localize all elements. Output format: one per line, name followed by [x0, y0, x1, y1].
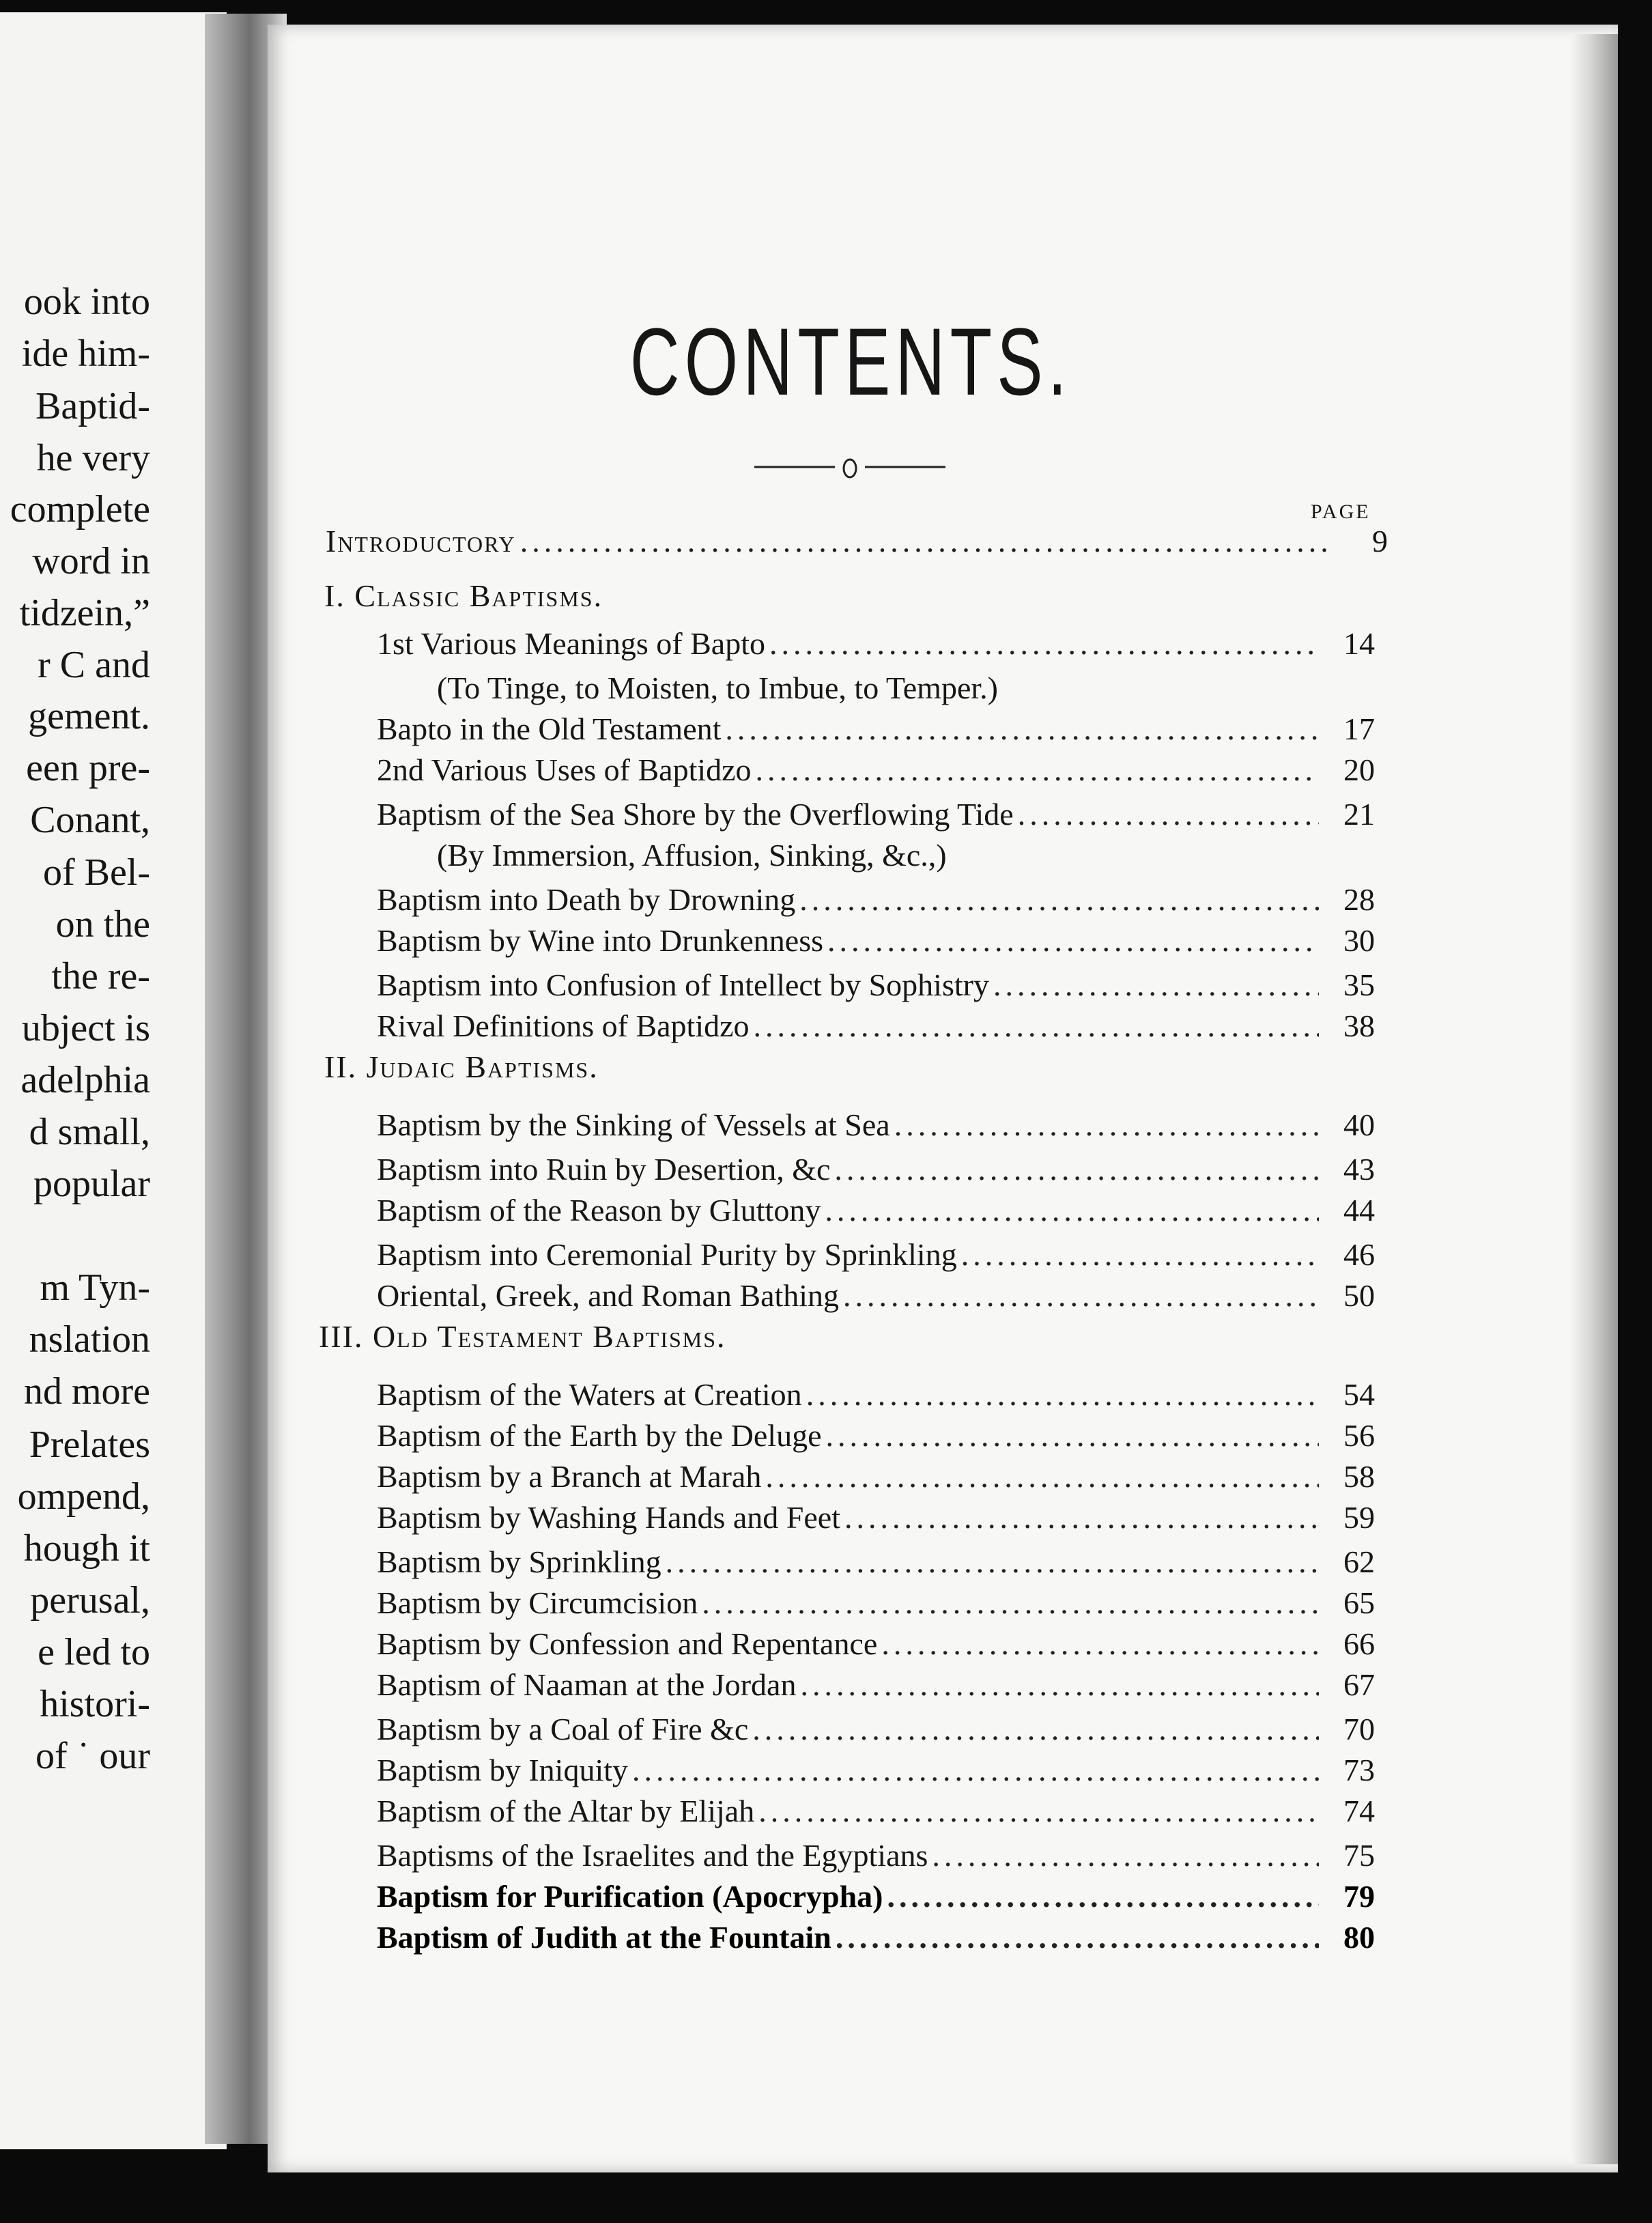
- toc-entry-page: 54: [1343, 1377, 1375, 1412]
- dot-leader: [756, 754, 1319, 786]
- toc-entry-page: 66: [1343, 1626, 1375, 1661]
- toc-entry: [377, 1239, 1375, 1271]
- toc-entry-note: (To Tinge, to Moisten, to Imbue, to Temper.): [437, 670, 998, 705]
- toc-entry-page: 40: [1343, 1107, 1375, 1142]
- previous-page-line: of Bel-: [42, 851, 150, 894]
- previous-page-line: e led to: [38, 1631, 150, 1673]
- toc-entry-title: Baptism of the Sea Shore by the Overflowing Tide: [377, 797, 1014, 832]
- toc-entry-page: 73: [1343, 1753, 1375, 1787]
- dot-leader: [881, 1628, 1319, 1660]
- toc-entry: [377, 1922, 1375, 1953]
- dot-leader: [834, 1154, 1319, 1185]
- dot-leader: [826, 1420, 1319, 1452]
- previous-page-line: een pre-: [26, 747, 150, 789]
- toc-entry: [377, 1280, 1375, 1312]
- toc-entry: [377, 1420, 1375, 1452]
- dot-leader: [800, 1669, 1319, 1701]
- toc-entry-title: Baptism into Death by Drowning: [377, 882, 796, 917]
- toc-entry: [377, 1154, 1375, 1185]
- page-column-label: PAGE: [1311, 500, 1371, 523]
- dot-leader: [702, 1587, 1319, 1619]
- dot-leader: [993, 969, 1319, 1001]
- toc-entry-page: 46: [1343, 1237, 1375, 1272]
- toc-entry-page: 14: [1343, 626, 1375, 661]
- toc-entry-introductory: [326, 526, 1388, 557]
- toc-entry-title: Baptism of Judith at the Fountain: [377, 1920, 831, 1955]
- toc-entry-title: Baptism by a Coal of Fire &c: [377, 1712, 749, 1746]
- toc-entry: [377, 1881, 1375, 1912]
- section-heading: III. Old Testament Baptisms.: [319, 1319, 726, 1354]
- toc-entry: [377, 754, 1375, 786]
- toc-entry-title: Baptism by Confession and Repentance: [377, 1626, 878, 1661]
- previous-page-fragment: [0, 12, 227, 2149]
- previous-page-line: tidzein,”: [19, 592, 150, 634]
- toc-entry: [377, 1755, 1375, 1786]
- toc-entry: [377, 713, 1375, 745]
- previous-page-line: hough it: [23, 1527, 150, 1570]
- previous-page-line: popular: [33, 1163, 150, 1205]
- dot-leader: [825, 1195, 1319, 1226]
- section-heading: I. Classic Baptisms.: [324, 578, 603, 613]
- toc-entry: [377, 1796, 1375, 1827]
- toc-entry: [377, 799, 1375, 830]
- previous-page-line: m Tyn-: [40, 1266, 150, 1309]
- dot-leader: [520, 526, 1332, 557]
- previous-page-line: adelphia: [20, 1059, 150, 1101]
- previous-page-line: r C and: [38, 644, 150, 686]
- toc-entry: [377, 1109, 1375, 1141]
- toc-entry-page: 50: [1343, 1278, 1375, 1313]
- dot-leader: [1018, 799, 1319, 830]
- toc-entry: [377, 884, 1375, 916]
- previous-page-line: Prelates: [29, 1424, 150, 1466]
- toc-entry: [377, 1587, 1375, 1619]
- toc-entry-title: Baptisms of the Israelites and the Egyptians: [377, 1838, 928, 1873]
- toc-entry-title: Baptism of Naaman at the Jordan: [377, 1667, 797, 1702]
- toc-entry: [377, 1461, 1375, 1492]
- toc-entry-page: 44: [1343, 1193, 1375, 1228]
- page-title: CONTENTS.: [629, 308, 1072, 415]
- toc-entry-title: Rival Definitions of Baptidzo: [377, 1008, 750, 1043]
- previous-page-line: ook into: [23, 281, 150, 323]
- toc-entry-page: 80: [1343, 1920, 1375, 1955]
- toc-entry-page: 67: [1343, 1667, 1375, 1702]
- toc-entry-page: 58: [1343, 1459, 1375, 1494]
- previous-page-line: ubject is: [21, 1007, 150, 1049]
- previous-page-line: Baptid-: [35, 385, 150, 427]
- toc-entry-page: 56: [1343, 1418, 1375, 1453]
- toc-entry: [377, 1714, 1375, 1745]
- toc-entry-page: 62: [1343, 1544, 1375, 1579]
- toc-entry: [377, 1628, 1375, 1660]
- previous-page-line: nd more: [23, 1370, 150, 1413]
- toc-entry-title: Introductory: [326, 524, 516, 558]
- dot-leader: [932, 1840, 1319, 1871]
- toc-entry: [377, 1546, 1375, 1578]
- toc-entry-page: 9: [1372, 524, 1388, 558]
- toc-entry-page: 59: [1343, 1500, 1375, 1535]
- toc-entry-page: 75: [1343, 1838, 1375, 1873]
- toc-entry-title: Baptism of the Altar by Elijah: [377, 1794, 755, 1828]
- toc-entry-title: Baptism into Confusion of Intellect by Sophistry: [377, 967, 989, 1002]
- toc-entry-page: 43: [1343, 1152, 1375, 1187]
- toc-entry-title: Baptism into Ceremonial Purity by Sprinkling: [377, 1237, 957, 1272]
- toc-entry-page: 21: [1343, 797, 1375, 832]
- toc-entry-page: 20: [1343, 752, 1375, 787]
- dot-leader: [836, 1922, 1319, 1953]
- toc-entry: [377, 1840, 1375, 1871]
- dot-leader: [827, 925, 1319, 957]
- previous-page-line: Conant,: [30, 799, 150, 841]
- dot-leader: [666, 1546, 1319, 1578]
- toc-entry-page: 79: [1343, 1879, 1375, 1914]
- toc-entry-title: Oriental, Greek, and Roman Bathing: [377, 1278, 840, 1313]
- previous-page-line: ompend,: [17, 1475, 150, 1518]
- toc-entry-page: 17: [1343, 711, 1375, 746]
- toc-entry-title: 2nd Various Uses of Baptidzo: [377, 752, 752, 787]
- dot-leader: [806, 1379, 1319, 1411]
- toc-entry-title: Baptism by Iniquity: [377, 1753, 628, 1787]
- dot-leader: [799, 884, 1319, 916]
- previous-page-line: the re-: [51, 955, 150, 997]
- toc-entry-title: Baptism by Circumcision: [377, 1585, 698, 1620]
- toc-entry-page: 65: [1343, 1585, 1375, 1620]
- toc-entry-title: Baptism for Purification (Apocrypha): [377, 1879, 883, 1914]
- toc-entry-page: 28: [1343, 882, 1375, 917]
- toc-entry-title: Baptism by Washing Hands and Feet: [377, 1500, 840, 1535]
- toc-entry: [377, 628, 1375, 660]
- toc-entry-note: (By Immersion, Affusion, Sinking, &c.,): [437, 838, 947, 873]
- toc-entry-title: Baptism by a Branch at Marah: [377, 1459, 762, 1494]
- toc-entry-title: Baptism of the Reason by Gluttony: [377, 1193, 821, 1228]
- previous-page-line: perusal,: [30, 1579, 150, 1622]
- toc-entry: [377, 1502, 1375, 1533]
- toc-entry: [377, 1195, 1375, 1226]
- dot-leader: [632, 1755, 1319, 1786]
- previous-page-line: of ˙ our: [35, 1735, 150, 1777]
- dot-leader: [844, 1502, 1319, 1533]
- toc-entry: [377, 1010, 1375, 1042]
- toc-entry-title: Baptism by the Sinking of Vessels at Sea: [377, 1107, 890, 1142]
- previous-page-line: complete: [10, 488, 150, 530]
- dot-leader: [758, 1796, 1319, 1827]
- previous-page-line: gement.: [28, 695, 150, 737]
- dot-leader: [843, 1280, 1319, 1312]
- previous-page-line: he very: [36, 437, 150, 479]
- previous-page-line: histori-: [40, 1683, 150, 1725]
- dot-leader: [725, 713, 1319, 745]
- dot-leader: [961, 1239, 1319, 1271]
- previous-page-line: on the: [55, 903, 150, 946]
- toc-entry-page: 38: [1343, 1008, 1375, 1043]
- toc-entry-title: Baptism by Sprinkling: [377, 1544, 661, 1579]
- dot-leader: [887, 1881, 1319, 1912]
- section-heading: II. Judaic Baptisms.: [324, 1049, 599, 1084]
- toc-entry: [377, 1379, 1375, 1411]
- page-edge-shadow: [1570, 34, 1618, 2164]
- dot-leader: [754, 1010, 1319, 1042]
- toc-entry-page: 35: [1343, 967, 1375, 1002]
- toc-entry-page: 70: [1343, 1712, 1375, 1746]
- dot-leader: [752, 1714, 1319, 1745]
- previous-page-line: ide him-: [21, 332, 150, 375]
- toc-entry-title: 1st Various Meanings of Bapto: [377, 626, 766, 661]
- toc-entry-title: Baptism by Wine into Drunkenness: [377, 923, 824, 958]
- toc-entry-page: 30: [1343, 923, 1375, 958]
- dot-leader: [765, 1461, 1319, 1492]
- previous-page-line: d small,: [29, 1111, 150, 1153]
- previous-page-line: nslation: [29, 1318, 150, 1361]
- toc-entry-title: Baptism of the Earth by the Deluge: [377, 1418, 822, 1453]
- toc-entry-page: 74: [1343, 1794, 1375, 1828]
- dot-leader: [894, 1109, 1319, 1141]
- toc-entry: [377, 969, 1375, 1001]
- previous-page-line: word in: [32, 540, 150, 582]
- toc-entry-title: Bapto in the Old Testament: [377, 711, 722, 746]
- toc-entry: [377, 925, 1375, 957]
- toc-entry-title: Baptism of the Waters at Creation: [377, 1377, 802, 1412]
- toc-entry-title: Baptism into Ruin by Desertion, &c: [377, 1152, 831, 1187]
- toc-entry: [377, 1669, 1375, 1701]
- dot-leader: [769, 628, 1319, 660]
- title-ornament: [754, 452, 945, 479]
